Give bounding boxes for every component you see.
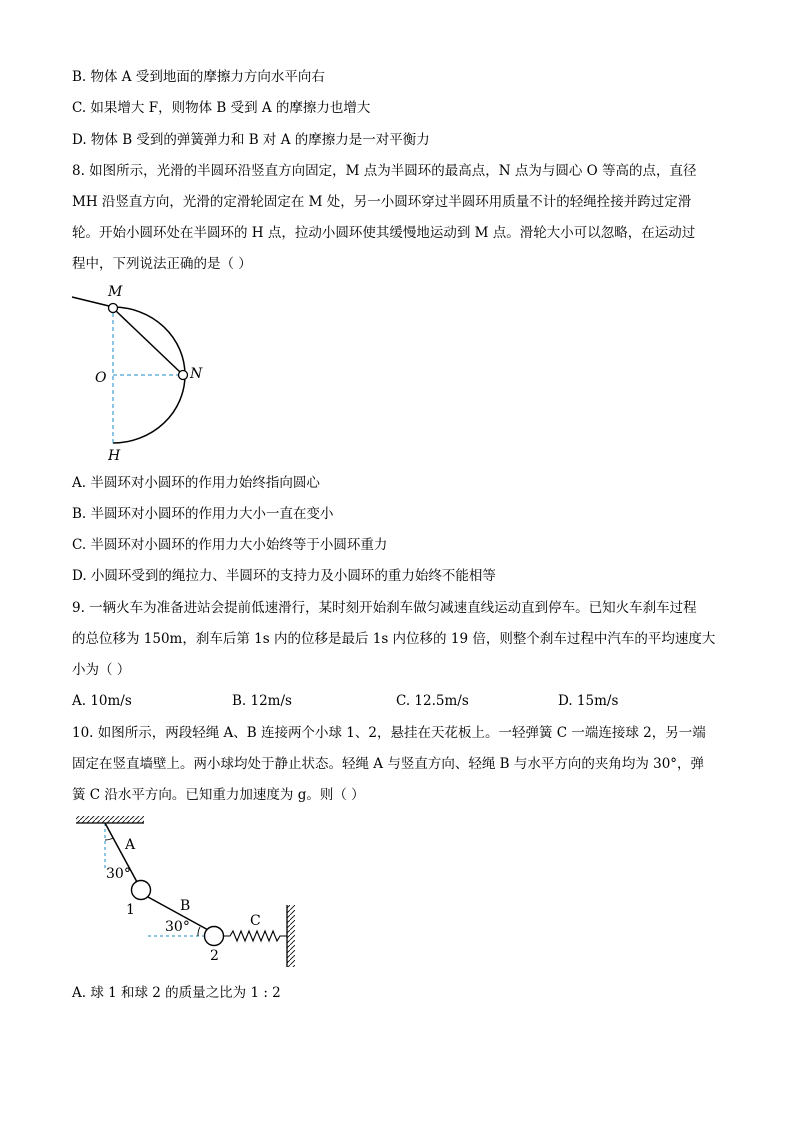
q10-stem-line-2: 固定在竖直墙壁上。两小球均处于静止状态。轻绳 A 与竖直方向、轻绳 B 与水平方向的夹角均为 30°，弹 xyxy=(72,756,705,772)
q9-option-b: B. 12m/s xyxy=(232,693,292,709)
q8-semicircle-figure xyxy=(70,280,230,465)
q10-spring-c xyxy=(224,931,287,941)
q7-option-c: C. 如果增大 F，则物体 B 受到 A 的摩擦力也增大 xyxy=(72,100,371,116)
q10-label-ball-2: 2 xyxy=(210,948,219,964)
q10-label-ball-1: 1 xyxy=(126,902,135,918)
q10-ball-1 xyxy=(132,881,151,900)
q9-stem-line-1: 9. 一辆火车为准备进站会提前低速滑行，某时刻开始刹车做匀减速直线运动直到停车。已知火车刹车过程 xyxy=(72,600,697,616)
q10-stem-line-3: 簧 C 沿水平方向。已知重力加速度为 g。则（ ） xyxy=(72,787,365,803)
q8-pulley xyxy=(109,304,118,313)
q8-label-m: M xyxy=(108,284,123,300)
q9-stem-line-2: 的总位移为 150m，刹车后第 1s 内的位移是最后 1s 内位移的 19 倍，则整个刹车过程中汽车的平均速度大 xyxy=(72,631,716,647)
q10-wall-hatch xyxy=(287,905,295,967)
q8-label-n: N xyxy=(190,366,203,382)
q10-option-a: A. 球 1 和球 2 的质量之比为 1 : 2 xyxy=(72,985,281,1001)
q8-label-h: H xyxy=(108,448,121,464)
q8-option-c: C. 半圆环对小圆环的作用力大小始终等于小圆环重力 xyxy=(72,537,388,553)
q8-stem-line-1: 8. 如图所示，光滑的半圆环沿竖直方向固定，M 点为半圆环的最高点，N 点为与圆心 O 等高的点，直径 xyxy=(72,163,697,179)
q10-ceiling-hatch xyxy=(76,816,144,823)
q8-option-a: A. 半圆环对小圆环的作用力始终指向圆心 xyxy=(72,475,320,491)
q10-label-angle-b: 30° xyxy=(165,919,190,935)
q10-spring-figure xyxy=(70,810,310,975)
q9-stem-line-3: 小为（ ） xyxy=(72,662,131,678)
q10-label-rope-b: B xyxy=(180,898,191,914)
q10-label-angle-a: 30° xyxy=(106,866,131,882)
q8-small-ring xyxy=(179,371,188,380)
q9-option-c: C. 12.5m/s xyxy=(396,693,469,709)
q8-stem-line-4: 程中，下列说法正确的是（ ） xyxy=(72,256,252,272)
q8-rope-left xyxy=(72,297,113,307)
q8-stem-line-3: 轮。开始小圆环处在半圆环的 H 点，拉动小圆环使其缓慢地运动到 M 点。滑轮大小可以忽略，在运动过 xyxy=(72,225,696,241)
q9-option-a: A. 10m/s xyxy=(72,693,132,709)
q10-angle-arc-b xyxy=(198,927,200,936)
q9-option-d: D. 15m/s xyxy=(558,693,619,709)
q10-ball-2 xyxy=(205,927,224,946)
q8-rope-mn xyxy=(116,311,180,372)
q8-label-o: O xyxy=(95,370,107,386)
q7-option-b: B. 物体 A 受到地面的摩擦力方向水平向右 xyxy=(72,69,325,85)
q10-stem-line-1: 10. 如图所示，两段轻绳 A、B 连接两个小球 1、2，悬挂在天花板上。一轻弹簧 C 一端连接球 2，另一端 xyxy=(72,725,706,741)
q10-angle-arc-a xyxy=(105,838,113,840)
q7-option-d: D. 物体 B 受到的弹簧弹力和 B 对 A 的摩擦力是一对平衡力 xyxy=(72,132,430,148)
q8-option-b: B. 半圆环对小圆环的作用力大小一直在变小 xyxy=(72,506,334,522)
q10-label-rope-a: A xyxy=(125,837,136,853)
q8-stem-line-2: MH 沿竖直方向，光滑的定滑轮固定在 M 处，另一小圆环穿过半圆环用质量不计的轻绳拴接并跨过定滑 xyxy=(72,194,692,210)
q10-label-spring-c: C xyxy=(250,913,261,929)
q8-option-d: D. 小圆环受到的绳拉力、半圆环的支持力及小圆环的重力始终不能相等 xyxy=(72,568,496,584)
